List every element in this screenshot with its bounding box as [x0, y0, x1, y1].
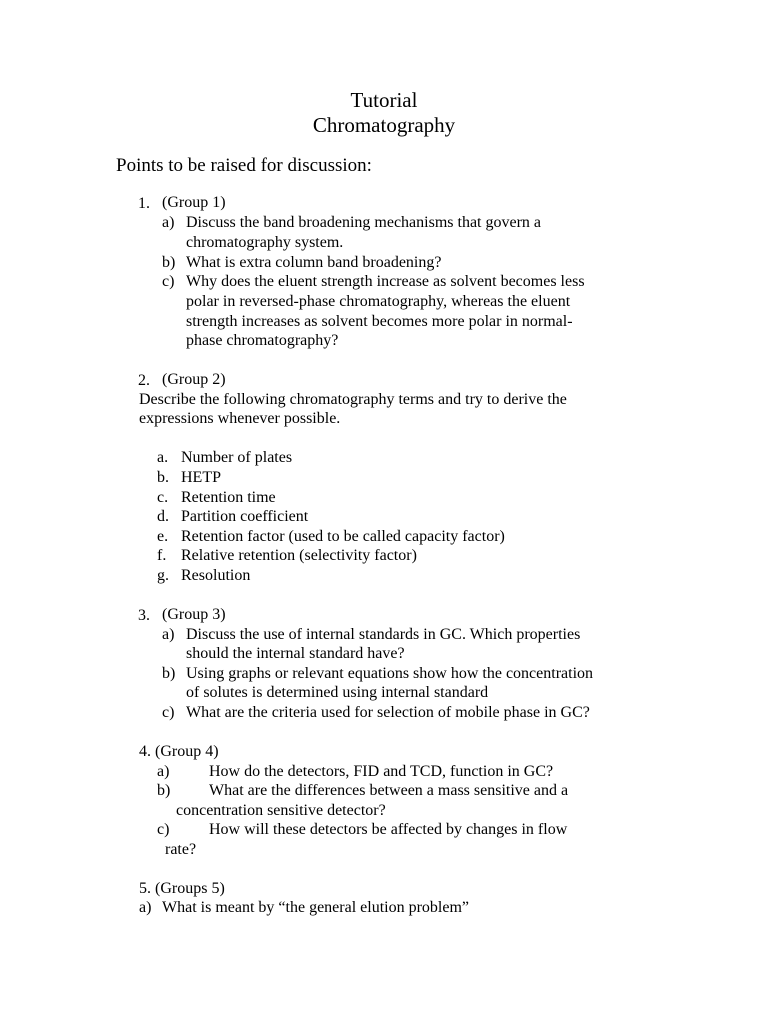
group-1-heading: (Group 1): [162, 194, 226, 211]
group-3-c-label: c): [162, 704, 175, 721]
group-2-description-line-2: expressions whenever possible.: [139, 410, 341, 427]
group-1-number: 1.: [138, 195, 150, 212]
group-3-heading: (Group 3): [162, 606, 226, 623]
group-1-c-line-3: strength increases as solvent becomes more polar in normal-: [186, 313, 573, 330]
group-2-item-label: d.: [157, 508, 169, 525]
group-3-number: 3.: [138, 607, 150, 624]
group-1-b-line-1: What is extra column band broadening?: [186, 254, 442, 271]
group-4-c-label: c): [157, 821, 170, 838]
group-4-c-line-1: How will these detectors be affected by changes in flow: [209, 821, 568, 838]
group-1-c-label: c): [162, 273, 175, 290]
group-2-item-text: Resolution: [181, 567, 251, 584]
group-1-c-line-1: Why does the eluent strength increase as solvent becomes less: [186, 273, 585, 290]
group-2-description-line-1: Describe the following chromatography terms and try to derive the: [139, 391, 567, 408]
group-2-item-label: g.: [157, 567, 169, 584]
group-3-a-line-1: Discuss the use of internal standards in GC. Which properties: [186, 626, 581, 643]
group-2-heading: (Group 2): [162, 371, 226, 388]
group-2-item-text: Number of plates: [181, 449, 293, 466]
group-4-a-line-1: How do the detectors, FID and TCD, function in GC?: [209, 763, 554, 780]
group-1-b-label: b): [162, 254, 176, 271]
group-2-item-text: Retention time: [181, 489, 276, 506]
group-4-a-label: a): [157, 763, 170, 780]
group-2-item-label: e.: [157, 528, 169, 545]
group-3-b-label: b): [162, 665, 176, 682]
group-2-number: 2.: [138, 372, 150, 389]
group-4-b-label: b): [157, 782, 171, 799]
group-2-item-text: Relative retention (selectivity factor): [181, 547, 417, 564]
group-4-b-line-2: concentration sensitive detector?: [176, 802, 386, 819]
title-line-2: Chromatography: [312, 113, 456, 137]
group-3-b-line-2: of solutes is determined using internal standard: [186, 684, 489, 701]
group-3-a-label: a): [162, 626, 175, 643]
group-1-a-line-2: chromatography system.: [186, 234, 344, 251]
group-2-item-text: HETP: [181, 469, 221, 486]
group-2-item-label: a.: [157, 449, 169, 466]
group-1-c-line-2: polar in reversed-phase chromatography, whereas the eluent: [186, 293, 571, 310]
intro-text: Points to be raised for discussion:: [116, 155, 372, 176]
group-4-b-line-1: What are the differences between a mass sensitive and a: [209, 782, 569, 799]
group-3-c-line-1: What are the criteria used for selection of mobile phase in GC?: [186, 704, 590, 721]
group-3-a-line-2: should the internal standard have?: [186, 645, 405, 662]
group-4-heading: 4. (Group 4): [139, 743, 219, 760]
group-1-a-line-1: Discuss the band broadening mechanisms that govern a: [186, 214, 542, 231]
group-2-item-text: Retention factor (used to be called capacity factor): [181, 528, 505, 545]
group-1-a-label: a): [162, 214, 175, 231]
group-2-item-label: b.: [157, 469, 169, 486]
title-line-1: Tutorial: [350, 88, 418, 112]
group-4-c-line-2: rate?: [165, 841, 197, 858]
group-5-heading: 5. (Groups 5): [139, 880, 225, 897]
group-2-item-label: c.: [157, 489, 169, 506]
group-1-c-line-4: phase chromatography?: [186, 332, 339, 349]
group-2-item-text: Partition coefficient: [181, 508, 309, 525]
group-5-a-line-1: What is meant by “the general elution problem”: [162, 899, 469, 916]
group-3-b-line-1: Using graphs or relevant equations show how the concentration: [186, 665, 594, 682]
group-2-item-label: f.: [157, 547, 167, 564]
group-5-a-label: a): [139, 899, 152, 916]
